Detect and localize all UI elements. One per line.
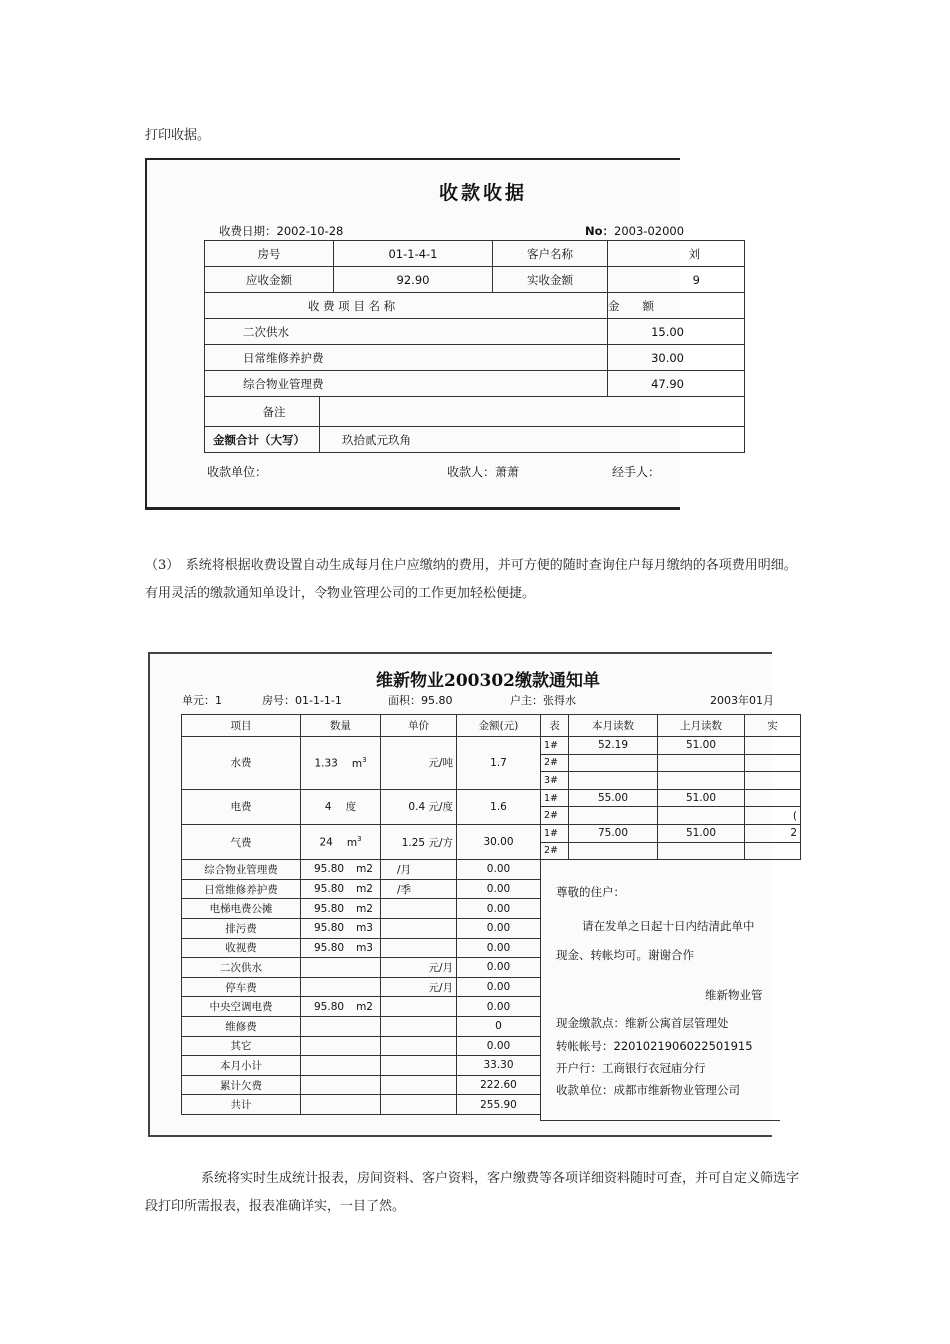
meter-current: 55.00 [569, 789, 658, 807]
fee-qty [301, 1036, 381, 1056]
fee-price [381, 918, 457, 938]
amount-header: 金 额 [608, 293, 745, 319]
fee-qty-value: 95.80 [314, 883, 345, 896]
intro-text: 打印收据。 [145, 128, 211, 143]
fee-qty-unit: m2 [356, 902, 373, 915]
fee-qty [301, 938, 381, 958]
para-3: 系统将实时生成统计报表，房间资料、客户资料，客户缴费等各项详细资料随时可查，并可自定义筛选字段打印所需报表，报表准确详实，一目了然。 [145, 1171, 800, 1214]
utility-qty-unit: 度 [345, 801, 357, 814]
notice-owner: 户主：张得水 [510, 694, 576, 707]
utility-amount: 1.6 [457, 789, 541, 824]
fee-price [381, 899, 457, 919]
utility-qty-sup: 3 [357, 835, 362, 844]
fee-row [182, 1036, 541, 1056]
meter-row [541, 807, 801, 825]
paid-value: 9 [608, 267, 745, 293]
remark-value [320, 397, 745, 427]
meter-table [540, 714, 801, 860]
meter-previous: 51.00 [658, 737, 745, 755]
meter-no: 1# [541, 789, 569, 807]
customer-label: 客户名称 [493, 241, 608, 267]
fee-name: 停车费 [182, 977, 301, 997]
utility-name: 气费 [182, 824, 301, 859]
header-item: 项目 [182, 715, 301, 737]
item-name: 综合物业管理费 [205, 371, 608, 397]
fees-header-row [182, 715, 541, 737]
meter-current: 52.19 [569, 737, 658, 755]
utility-amount: 1.7 [457, 737, 541, 790]
meter-actual [745, 754, 801, 772]
fee-amount: 0.00 [457, 958, 541, 978]
total-value: 玖拾贰元玖角 [320, 427, 745, 453]
fee-amount: 0.00 [457, 997, 541, 1017]
fee-price [381, 997, 457, 1017]
meter-actual [745, 789, 801, 807]
fee-name: 其它 [182, 1036, 301, 1056]
paid-label: 实收金额 [493, 267, 608, 293]
utility-qty [301, 789, 381, 824]
utility-row [182, 789, 541, 824]
header-amount: 金额(元) [457, 715, 541, 737]
para-2: （3） 系统将根据收费设置自动生成每月住户应缴纳的费用，并可方便的随时查询住户每月缴纳的各项费用明细。有用灵活的缴款通知单设计，令物业管理公司的工作更加轻松便捷。 [145, 558, 797, 601]
fee-amount: 0.00 [457, 860, 541, 880]
fee-row [182, 1016, 541, 1036]
message-account: 转帐帐号：2201021906022501915 [556, 1039, 753, 1053]
fee-amount: 0.00 [457, 1036, 541, 1056]
total-label: 金额合计（大写） [205, 427, 320, 453]
meter-previous [658, 754, 745, 772]
receipt-no [585, 223, 684, 239]
receipt-image [145, 158, 700, 510]
fee-amount: 0.00 [457, 977, 541, 997]
fee-row [182, 997, 541, 1017]
payee: 收款人：萧萧 [447, 465, 520, 479]
meter-no: 2# [541, 842, 569, 860]
fee-qty-value: 95.80 [314, 922, 345, 935]
fee-row [182, 1075, 541, 1095]
room-value: 01-1-4-1 [334, 241, 493, 267]
header-actual: 实 [745, 715, 801, 737]
receipt-row-remark [205, 397, 745, 427]
fee-price [381, 1036, 457, 1056]
message-bank: 开户行：工商银行衣冠庙分行 [556, 1061, 706, 1075]
utility-price: 0.4 元/度 [381, 789, 457, 824]
receipt-item-row [205, 319, 745, 345]
fee-qty-unit: m3 [356, 941, 373, 954]
meter-no: 2# [541, 754, 569, 772]
utility-qty [301, 737, 381, 790]
handler: 经手人： [612, 465, 661, 479]
fee-amount: 33.30 [457, 1056, 541, 1076]
meter-no: 1# [541, 824, 569, 842]
receipt-row-amounts [205, 267, 745, 293]
notice-area: 面积：95.80 [388, 694, 453, 707]
fee-name: 排污费 [182, 918, 301, 938]
due-value: 92.90 [334, 267, 493, 293]
fee-qty [301, 1075, 381, 1095]
receipt-table [204, 240, 745, 453]
meter-previous [658, 772, 745, 790]
notice-unit: 单元：1 [182, 694, 222, 707]
notice-room: 房号：01-1-1-1 [262, 694, 342, 707]
fee-name: 本月小计 [182, 1056, 301, 1076]
meter-row [541, 737, 801, 755]
meter-no: 1# [541, 737, 569, 755]
fee-qty-value: 95.80 [314, 863, 345, 876]
meter-actual [745, 737, 801, 755]
fee-row [182, 977, 541, 997]
meter-row [541, 842, 801, 860]
fee-price [381, 1056, 457, 1076]
item-amount: 30.00 [608, 345, 745, 371]
message-payee: 收款单位：成都市维新物业管理公司 [556, 1083, 740, 1097]
fee-row [182, 958, 541, 978]
item-name: 日常维修养护费 [205, 345, 608, 371]
fee-name: 综合物业管理费 [182, 860, 301, 880]
fee-price: /月 [381, 860, 457, 880]
meter-current: 75.00 [569, 824, 658, 842]
meter-previous [658, 842, 745, 860]
fee-row [182, 860, 541, 880]
meter-previous [658, 807, 745, 825]
fee-row [182, 918, 541, 938]
utility-name: 水费 [182, 737, 301, 790]
fee-row [182, 1095, 541, 1115]
receipt-item-row [205, 345, 745, 371]
receipt-title: 收款收据 [439, 182, 528, 204]
fee-qty [301, 918, 381, 938]
fee-qty [301, 860, 381, 880]
fee-price [381, 1095, 457, 1115]
meter-header-row [541, 715, 801, 737]
customer-value: 刘 [608, 241, 745, 267]
fees-table [181, 714, 541, 1115]
meter-row [541, 824, 801, 842]
meter-actual: 2 [745, 824, 801, 842]
utility-qty-value: 4 [324, 801, 332, 814]
meter-actual [745, 772, 801, 790]
fee-name: 维修费 [182, 1016, 301, 1036]
receipt-item-row [205, 371, 745, 397]
payee-unit: 收款单位： [207, 465, 268, 479]
fee-qty [301, 1016, 381, 1036]
fee-price: /季 [381, 879, 457, 899]
header-previous: 上月读数 [658, 715, 745, 737]
utility-qty-sup: 3 [362, 756, 367, 765]
fee-amount: 0.00 [457, 918, 541, 938]
meter-actual [745, 842, 801, 860]
fee-name: 收视费 [182, 938, 301, 958]
fee-row [182, 1056, 541, 1076]
message-cash-point: 现金缴款点：维新公寓首层管理处 [556, 1016, 729, 1030]
fee-amount: 255.90 [457, 1095, 541, 1115]
message-signature: 维新物业管 [705, 988, 763, 1002]
item-name: 二次供水 [205, 319, 608, 345]
meter-current [569, 754, 658, 772]
fee-amount: 0.00 [457, 879, 541, 899]
fee-row [182, 899, 541, 919]
header-price: 单价 [381, 715, 457, 737]
fee-name: 日常维修养护费 [182, 879, 301, 899]
meter-row [541, 789, 801, 807]
item-header: 收 费 项 目 名 称 [205, 293, 608, 319]
fee-price [381, 938, 457, 958]
receipt-date: 收费日期：2002-10-28 [219, 224, 344, 238]
fee-qty-unit: m3 [356, 922, 373, 935]
fee-qty-unit: m2 [356, 863, 373, 876]
receipt-row-total [205, 427, 745, 453]
fee-name: 二次供水 [182, 958, 301, 978]
fee-row [182, 938, 541, 958]
remark-label: 备注 [205, 397, 320, 427]
fee-name: 电梯电费公摊 [182, 899, 301, 919]
utility-row [182, 824, 541, 859]
notice-image [148, 652, 797, 1137]
fee-name: 中央空调电费 [182, 997, 301, 1017]
fee-amount: 222.60 [457, 1075, 541, 1095]
fee-name: 累计欠费 [182, 1075, 301, 1095]
receipt-no-label: No： [585, 224, 615, 238]
utility-price: 元/吨 [381, 737, 457, 790]
meter-previous: 51.00 [658, 824, 745, 842]
utility-row [182, 737, 541, 790]
fee-qty [301, 879, 381, 899]
receipt-row-headers [205, 293, 745, 319]
message-box-border [540, 864, 780, 1121]
fee-amount: 0 [457, 1016, 541, 1036]
fee-price: 元/月 [381, 958, 457, 978]
header-current: 本月读数 [569, 715, 658, 737]
meter-current [569, 772, 658, 790]
utility-qty-unit: m [346, 836, 358, 849]
utility-price: 1.25 元/方 [381, 824, 457, 859]
fee-qty-value: 95.80 [314, 1000, 345, 1013]
fee-price [381, 1016, 457, 1036]
meter-actual: ( [745, 807, 801, 825]
meter-previous: 51.00 [658, 789, 745, 807]
utility-qty-unit: m [351, 757, 363, 770]
fee-qty [301, 997, 381, 1017]
fee-price [381, 1075, 457, 1095]
meter-no: 2# [541, 807, 569, 825]
message-line2: 现金、转帐均可。谢谢合作 [556, 948, 694, 962]
due-label: 应收金额 [205, 267, 334, 293]
message-line1: 请在发单之日起十日内结清此单中 [582, 919, 755, 933]
message-greeting: 尊敬的住户： [556, 885, 625, 899]
fee-qty [301, 899, 381, 919]
fee-qty-unit: m2 [356, 1000, 373, 1013]
fee-price: 元/月 [381, 977, 457, 997]
meter-row [541, 772, 801, 790]
fee-amount: 0.00 [457, 899, 541, 919]
room-label: 房号 [205, 241, 334, 267]
fee-row [182, 879, 541, 899]
utility-qty-value: 24 [319, 836, 333, 849]
utility-amount: 30.00 [457, 824, 541, 859]
item-amount: 15.00 [608, 319, 745, 345]
utility-name: 电费 [182, 789, 301, 824]
fee-qty [301, 958, 381, 978]
utility-qty [301, 824, 381, 859]
fee-amount: 0.00 [457, 938, 541, 958]
meter-current [569, 842, 658, 860]
item-amount: 47.90 [608, 371, 745, 397]
utility-qty-value: 1.33 [314, 757, 338, 770]
meter-row [541, 754, 801, 772]
notice-date: 2003年01月 [710, 694, 774, 707]
receipt-row-room [205, 241, 745, 267]
fee-qty-value: 95.80 [314, 941, 345, 954]
fee-qty-unit: m2 [356, 883, 373, 896]
fee-qty-value: 95.80 [314, 902, 345, 915]
fee-name: 共计 [182, 1095, 301, 1115]
meter-no: 3# [541, 772, 569, 790]
meter-current [569, 807, 658, 825]
fee-qty [301, 977, 381, 997]
header-qty: 数量 [301, 715, 381, 737]
fee-qty [301, 1056, 381, 1076]
receipt-no-value: 2003-02000 [614, 224, 685, 238]
fee-qty [301, 1095, 381, 1115]
header-meter: 表 [541, 715, 569, 737]
notice-title: 维新物业200302缴款通知单 [376, 671, 600, 691]
